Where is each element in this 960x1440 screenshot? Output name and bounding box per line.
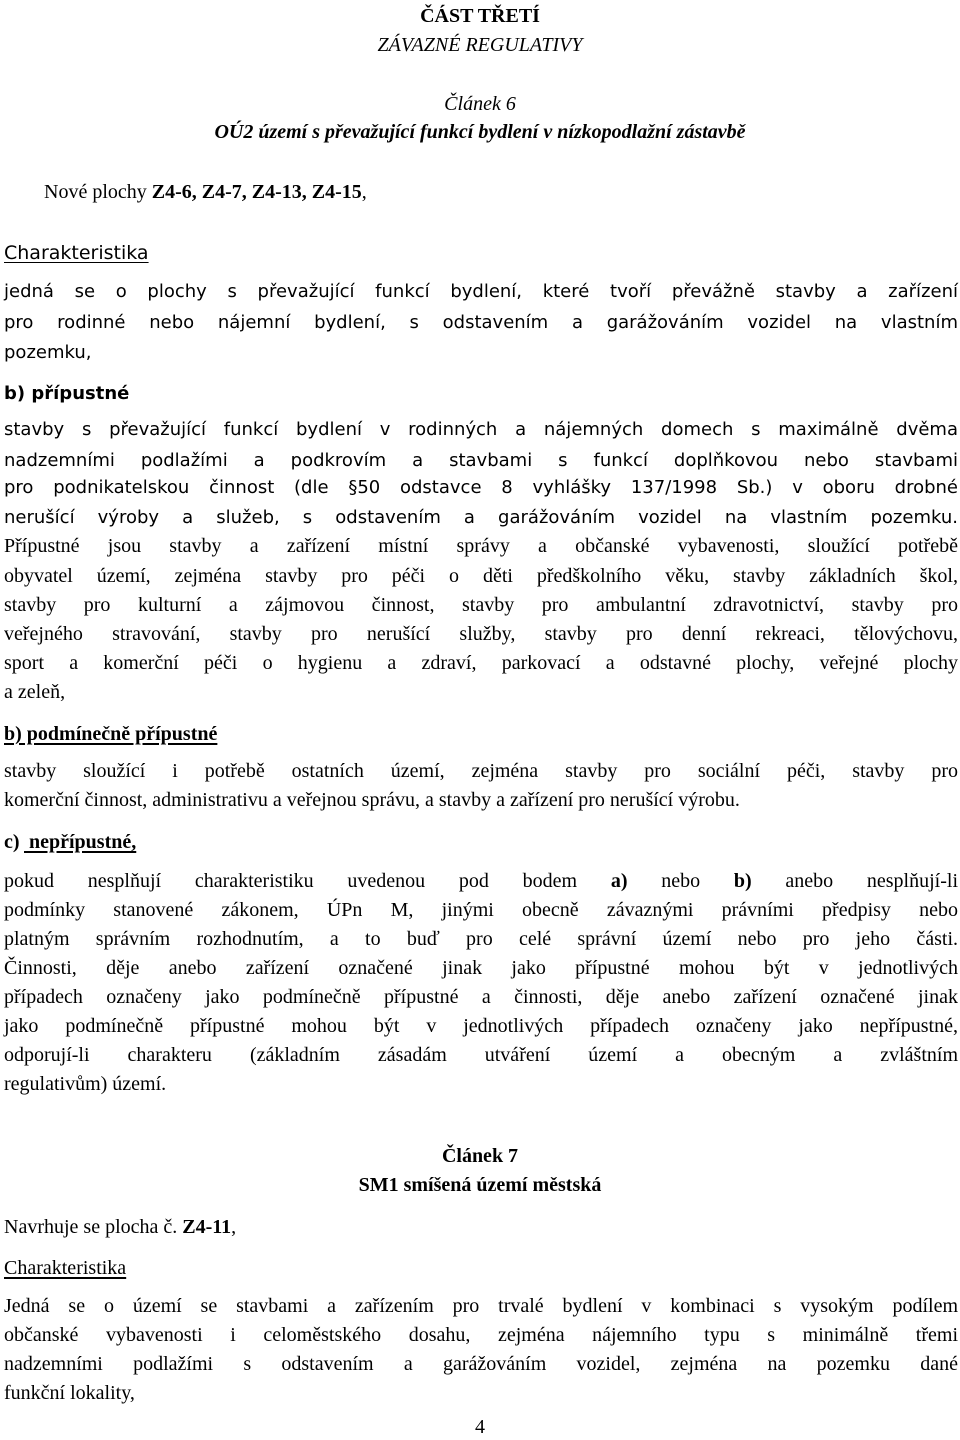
proposed-area-tail: , [231,1216,237,1238]
nepripustne-text: anebo nesplňují-li [751,870,958,892]
podminecne-heading: b) podmínečně přípustné [4,723,218,745]
article-6-title: OÚ2 území s převažující funkcí bydlení v nízkopodlažní zástavbě [214,121,746,143]
new-areas-label: Nové plochy [44,181,152,203]
page-number: 4 [475,1416,485,1438]
podminecne-line: stavby sloužící i potřebě ostatních území, zejména stavby pro sociální péči, stavby pro [4,760,958,782]
pripustne-line: stavby s převažující funkcí bydlení v rodinných a nájemných domech s maximálně dvěma [4,419,958,440]
charakteristika-line: jedná se o plochy s převažující funkcí bydlení, které tvoří převážně stavby a zařízení [4,281,958,302]
nepripustne-line [4,870,958,893]
podminecne-line: komerční činnost, administrativu a veřejnou správu, a stavby a zařízení pro nerušící výrobu. [4,789,740,811]
new-areas-tail: , [361,181,367,203]
nepripustne-letter: c) [4,831,20,853]
article-7-charakteristika-line: nadzemními podlažími s odstavením a garážováním vozidel, zejména na pozemku dané [4,1353,958,1375]
pripustne-line: a zeleň, [4,681,66,703]
charakteristika-line: pro rodinné nebo nájemní bydlení, s odstavením a garážováním vozidel na vlastním [4,312,958,333]
nepripustne-label: nepřípustné, [29,831,137,853]
nepripustne-line: jako podmínečně přípustné mohou být v jednotlivých případech označeny jako nepřípustné, [4,1015,958,1037]
nepripustne-text: pokud nesplňují charakteristiku uvedenou pod bodem [4,870,611,892]
nepripustne-ref-b: b) [733,870,752,892]
pripustne-line: nerušící výroby a služeb, s odstavením a garážováním vozidel na vlastním pozemku. [4,507,958,528]
proposed-area-code: Z4-11 [182,1216,232,1238]
pripustne-line: pro podnikatelskou činnost (dle §50 odstavce 8 vyhlášky 137/1998 Sb.) v oboru drobné [4,477,958,498]
nepripustne-line: případech označeny jako podmínečně přípustné a činnosti, děje anebo zařízení označené jinak [4,986,958,1008]
new-areas-line [44,181,960,204]
nepripustne-ref-a: a) [610,870,628,892]
pripustne-line: veřejného stravování, stavby pro nerušící služby, stavby pro denní rekreaci, tělovýchovu, [4,623,958,645]
part-number: ČÁST TŘETÍ [420,5,540,27]
pripustne-line: nadzemními podlažími a podkrovím a stavbami s funkcí doplňkovou nebo stavbami [4,450,958,471]
pripustne-line: stavby pro kulturní a zájmovou činnost, stavby pro ambulantní zdravotnictví, stavby pro [4,594,958,616]
pripustne-line: Přípustné jsou stavby a zařízení místní správy a občanské vybavenosti, sloužící potřebě [4,535,958,557]
nepripustne-text: nebo [627,870,734,892]
nepripustne-line: regulativům) území. [4,1073,167,1095]
pripustne-line: obyvatel území, zejména stavby pro péči o děti předškolního věku, stavby základních škol, [4,565,958,587]
pripustne-line: sport a komerční péči o hygienu a zdraví, parkovací a odstavné plochy, veřejné plochy [4,652,958,674]
charakteristika-heading: Charakteristika [4,242,149,264]
article-7-number: Článek 7 [441,1145,519,1167]
part-title: ZÁVAZNÉ REGULATIVY [377,34,583,56]
nepripustne-line: Činnosti, děje anebo zařízení označené jinak jako přípustné mohou být v jednotlivých [4,957,958,979]
nepripustne-line: podmínky stanovené zákonem, ÚPn M, jinými obecně závaznými právními předpisy nebo [4,899,958,921]
nepripustne-line: odporují-li charakteru (základním zásadám utváření území a obecným a zvláštním [4,1044,958,1066]
charakteristika-line: pozemku, [4,342,92,363]
article-7-charakteristika-line: funkční lokality, [4,1382,135,1404]
pripustne-heading: b) přípustné [4,383,130,404]
article-7-charakteristika-heading: Charakteristika [4,1257,127,1279]
proposed-area-line [4,1216,958,1239]
article-6-number: Článek 6 [444,93,516,115]
nepripustne-line: platným správním rozhodnutím, a to buď pro celé správní území nebo pro jeho části. [4,928,958,950]
proposed-area-label: Navrhuje se plocha č. [4,1216,183,1238]
new-areas-list: Z4-6, Z4-7, Z4-13, Z4-15 [151,181,362,203]
article-7-title: SM1 smíšená území městská [358,1174,602,1196]
nepripustne-heading [4,831,958,854]
article-7-charakteristika-line: občanské vybavenosti i celoměstského dosahu, zejména nájemního typu s minimálně třemi [4,1324,958,1346]
article-7-charakteristika-line: Jedná se o území se stavbami a zařízením pro trvalé bydlení v kombinaci s vysokým podílem [4,1295,958,1317]
